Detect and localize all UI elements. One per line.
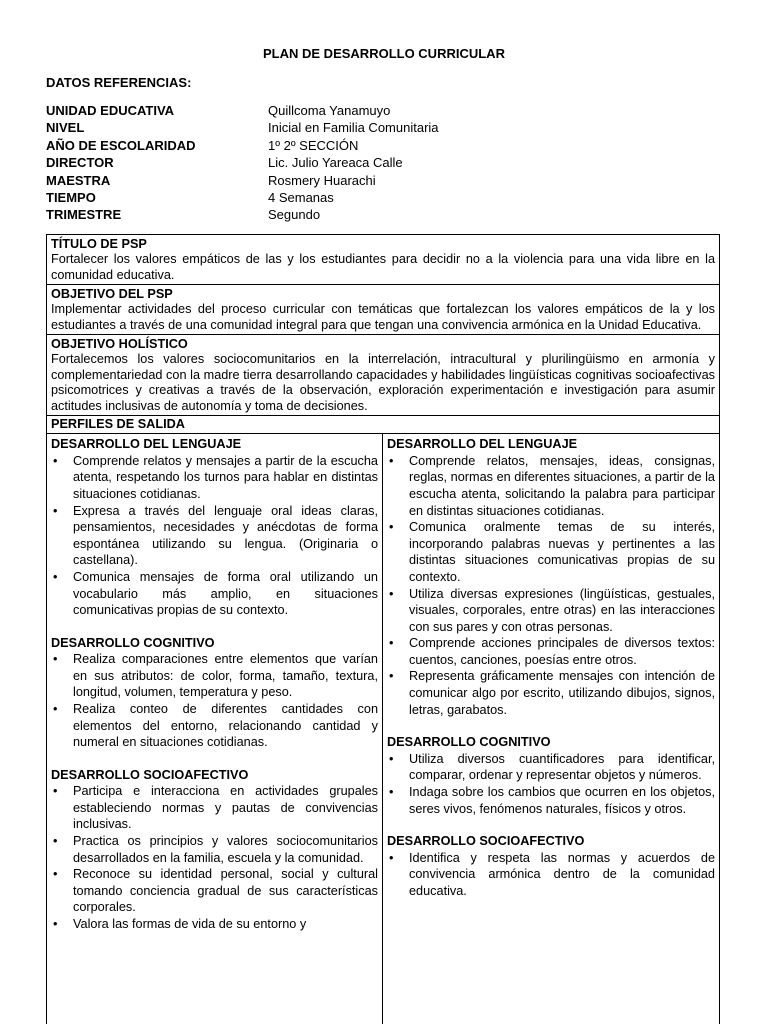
ref-value: Inicial en Familia Comunitaria: [268, 120, 439, 136]
profiles-right-column: [383, 434, 719, 1024]
list-item: • Expresa a través del lenguaje oral ideas claras, pensamientos, necesidades y anécdotas de forma espontánea utilizando su lengua. (Originaria o castellana).: [51, 503, 378, 569]
curriculum-table: [46, 234, 720, 1024]
ref-label: TIEMPO: [46, 189, 96, 205]
group-title: DESARROLLO DEL LENGUAJE: [51, 437, 242, 452]
list-item: • Realiza comparaciones entre elementos que varían en sus atributos: de color, forma, tamaño, textura, longitud, volumen, temperatura y peso.: [51, 651, 378, 701]
group-title: DESARROLLO COGNITIVO: [387, 735, 551, 750]
list-item: • Comprende relatos, mensajes, ideas, consignas, reglas, normas en diferentes situaciones, a partir de la escucha atenta, solicitando la palabra para participar en distintas situaciones cotidianas.: [387, 453, 715, 519]
bullet-list: [51, 651, 378, 751]
ref-label: UNIDAD EDUCATIVA: [46, 103, 175, 118]
bullet-list: [387, 850, 715, 900]
ref-label: MAESTRA: [46, 172, 111, 188]
references-heading: DATOS REFERENCIAS:: [46, 75, 192, 90]
ref-value: Segundo: [268, 207, 321, 223]
ref-value: 4 Semanas: [268, 189, 334, 205]
section-text: Implementar actividades del proceso curricular con temáticas que fortalezcan los valores empáticos de la y los estudiantes a través de una comunidad integral para que tengan una convivencia armónica en la Unidad Educativa.: [51, 301, 715, 332]
list-item: • Comprende acciones principales de diversos textos: cuentos, canciones, poesías entre otros.: [387, 635, 715, 668]
ref-label: DIRECTOR: [46, 155, 114, 171]
list-item: • Indaga sobre los cambios que ocurren en los objetos, seres vivos, fenómenos naturales, físicos y otros.: [387, 784, 715, 817]
holistic-objective-section: [47, 335, 719, 417]
list-item: • Representa gráficamente mensajes con intención de comunicar algo por escrito, utilizando dibujos, signos, letras, garabatos.: [387, 668, 715, 718]
bullet-list: [387, 453, 715, 719]
ref-value: Rosmery Huarachi: [268, 172, 376, 188]
group-title: DESARROLLO SOCIOAFECTIVO: [387, 834, 585, 849]
ref-row-maestra: [46, 172, 439, 189]
psp-objective-section: [47, 285, 719, 335]
ref-row-tiempo: [46, 189, 439, 206]
list-item: • Comunica mensajes de forma oral utilizando un vocabulario más amplio, en situaciones comunicativas propias de su contexto.: [51, 569, 378, 619]
psp-title-section: [47, 235, 719, 285]
section-label: OBJETIVO HOLÍSTICO: [51, 336, 188, 351]
bullet-list: [51, 783, 378, 932]
reference-data: [46, 102, 439, 224]
list-item: • Practica os principios y valores sociocomunitarios desarrollados en la familia, escuela y la comunidad.: [51, 833, 378, 866]
ref-value: Lic. Julio Yareaca Calle: [268, 155, 403, 171]
list-item: • Identifica y respeta las normas y acuerdos de convivencia armónica dentro de la comunidad educativa.: [387, 850, 715, 900]
list-item: • Participa e interacciona en actividades grupales estableciendo normas y pautas de convivencias inclusivas.: [51, 783, 378, 833]
ref-row-nivel: [46, 119, 439, 136]
list-item: • Reconoce su identidad personal, social y cultural tomando conciencia gradual de sus características corporales.: [51, 866, 378, 916]
profiles-left-column: [47, 434, 383, 1024]
list-item: • Utiliza diversos cuantificadores para identificar, comparar, ordenar y representar objetos y números.: [387, 751, 715, 784]
ref-row-escolaridad: [46, 137, 439, 154]
list-item: • Utiliza diversas expresiones (lingüísticas, gestuales, visuales, corporales, entre otras) en las interacciones con sus pares y con otras personas.: [387, 586, 715, 636]
bullet-list: [51, 453, 378, 619]
group-title: DESARROLLO SOCIOAFECTIVO: [51, 767, 249, 782]
document-title: PLAN DE DESARROLLO CURRICULAR: [263, 46, 505, 61]
group-title: DESARROLLO COGNITIVO: [51, 635, 215, 650]
ref-label: AÑO DE ESCOLARIDAD: [46, 137, 196, 153]
list-item: • Comprende relatos y mensajes a partir de la escucha atenta, respetando los turnos para hablar en distintas situaciones cotidianas.: [51, 453, 378, 503]
ref-value: Quillcoma Yanamuyo: [268, 103, 391, 118]
section-text: Fortalecemos los valores sociocomunitarios en la interrelación, intracultural y plurilingüismo en armonía y complementariedad con la madre tierra desarrollando capacidades y habilidades lingüísticas cognitivas socioafectivas psicomotrices y creativas a través de la observación, exploración experimentación e investigación para asumir actitudes inclusivas de autonomía y toma de decisiones.: [51, 351, 715, 414]
ref-row-director: [46, 154, 439, 171]
group-title: DESARROLLO DEL LENGUAJE: [387, 437, 578, 452]
list-item: • Valora las formas de vida de su entorno y: [51, 916, 378, 933]
ref-value: 1º 2º SECCIÓN: [268, 137, 359, 153]
ref-label: TRIMESTRE: [46, 207, 122, 223]
section-label: OBJETIVO DEL PSP: [51, 286, 173, 301]
exit-profiles-heading: PERFILES DE SALIDA: [47, 416, 719, 434]
ref-row-unidad: [46, 102, 439, 119]
bullet-list: [387, 751, 715, 817]
ref-label: NIVEL: [46, 120, 85, 136]
section-label: TÍTULO DE PSP: [51, 237, 147, 251]
ref-row-trimestre: [46, 206, 439, 223]
list-item: • Realiza conteo de diferentes cantidades con elementos del entorno, relacionando cantidad y numeral en situaciones cotidianas.: [51, 701, 378, 751]
section-text: Fortalecer los valores empáticos de las y los estudiantes para decidir no a la violencia para una vida libre en la comunidad educativa.: [51, 252, 715, 282]
list-item: • Comunica oralmente temas de su interés, incorporando palabras nuevas y pertinentes a las distintas situaciones comunicativas propias de su contexto.: [387, 519, 715, 585]
profiles-columns: [47, 434, 719, 1024]
